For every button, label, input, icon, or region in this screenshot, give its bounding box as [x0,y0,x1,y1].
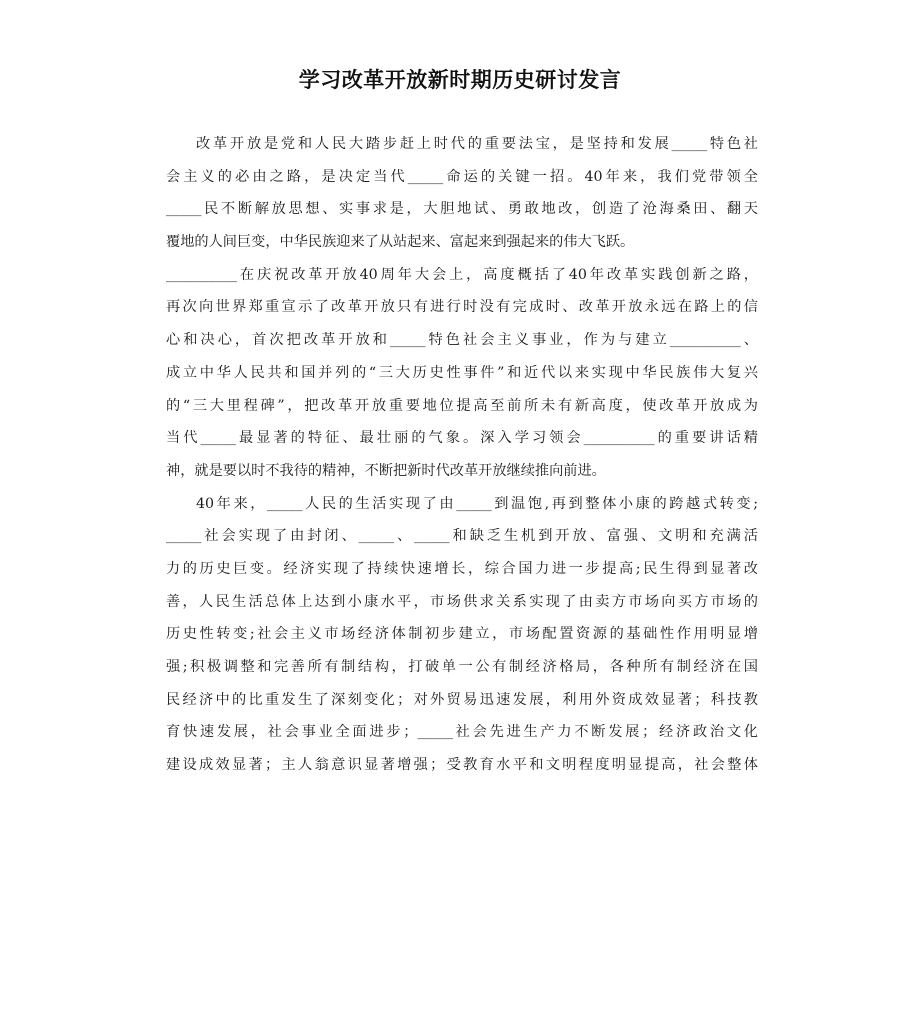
paragraph-2-line-4: 成立中华人民共和国并列的“三大历史性事件”和近代以来实现中华民族伟大复兴 [166,364,758,381]
paragraph-2-line-3: 心和决心，首次把改革开放和_____特色社会主义事业，作为与建立__________、 [166,332,758,349]
paragraph-2-line-2: 再次向世界郑重宣示了改革开放只有进行时没有完成时、改革开放永远在路上的信 [166,299,758,316]
paragraph-3-line-4: 善，人民生活总体上达到小康水平，市场供求关系实现了由卖方市场向买方市场的 [166,593,758,610]
paragraph-3-line-9: 建设成效显著；主人翁意识显著增强；受教育水平和文明程度明显提高，社会整体 [166,757,758,774]
document-title: 学习改革开放新时期历史研讨发言 [298,68,622,92]
paragraph-3-line-8: 育快速发展，社会事业全面进步；_____社会先进生产力不断发展；经济政治文化 [166,724,758,741]
paragraph-3-line-6: 强;积极调整和完善所有制结构，打破单一公有制经济格局，各种所有制经济在国 [166,659,758,675]
paragraph-3-line-2: _____社会实现了由封闭、_____、_____和缺乏生机到开放、富强、文明和充满活 [166,528,758,545]
paragraph-1-line-3: _____民不断解放思想、实事求是，大胆地试、勇敢地改，创造了沧海桑田、翻天 [166,201,758,218]
paragraph-1-line-4: 覆地的人间巨变，中华民族迎来了从站起来、富起来到强起来的伟大飞跃。 [166,234,635,251]
document-body [166,128,758,782]
paragraph-1-line-1: 改革开放是党和人民大踏步赶上时代的重要法宝，是坚持和发展_____特色社 [196,136,758,152]
paragraph-3-line-1: 40年来，_____人民的生活实现了由_____到温饱,再到整体小康的跨越式转变; [196,495,758,512]
paragraph-2-line-1: __________在庆祝改革开放40周年大会上，高度概括了40年改革实践创新之路， [166,266,758,283]
paragraph-3-line-7: 民经济中的比重发生了深刻变化；对外贸易迅速发展，利用外资成效显著；科技教 [166,691,758,708]
paragraph-2-line-5: 的“三大里程碑”，把改革开放重要地位提高至前所未有新高度，使改革开放成为 [166,397,758,414]
paragraph-2-line-6: 当代_____最显著的特征、最壮丽的气象。深入学习领会__________的重要讲话精 [166,430,758,447]
paragraph-3-line-3: 力的历史巨变。经济实现了持续快速增长，综合国力进一步提高;民生得到显著改 [166,560,758,577]
paragraph-1-line-2: 会主义的必由之路，是决定当代_____命运的关键一招。40年来，我们党带领全 [166,168,758,185]
paragraph-2-line-7: 神，就是要以时不我待的精神，不断把新时代改革开放继续推向前进。 [166,462,606,479]
paragraph-3-line-5: 历史性转变;社会主义市场经济体制初步建立，市场配置资源的基础性作用明显增 [166,626,758,643]
